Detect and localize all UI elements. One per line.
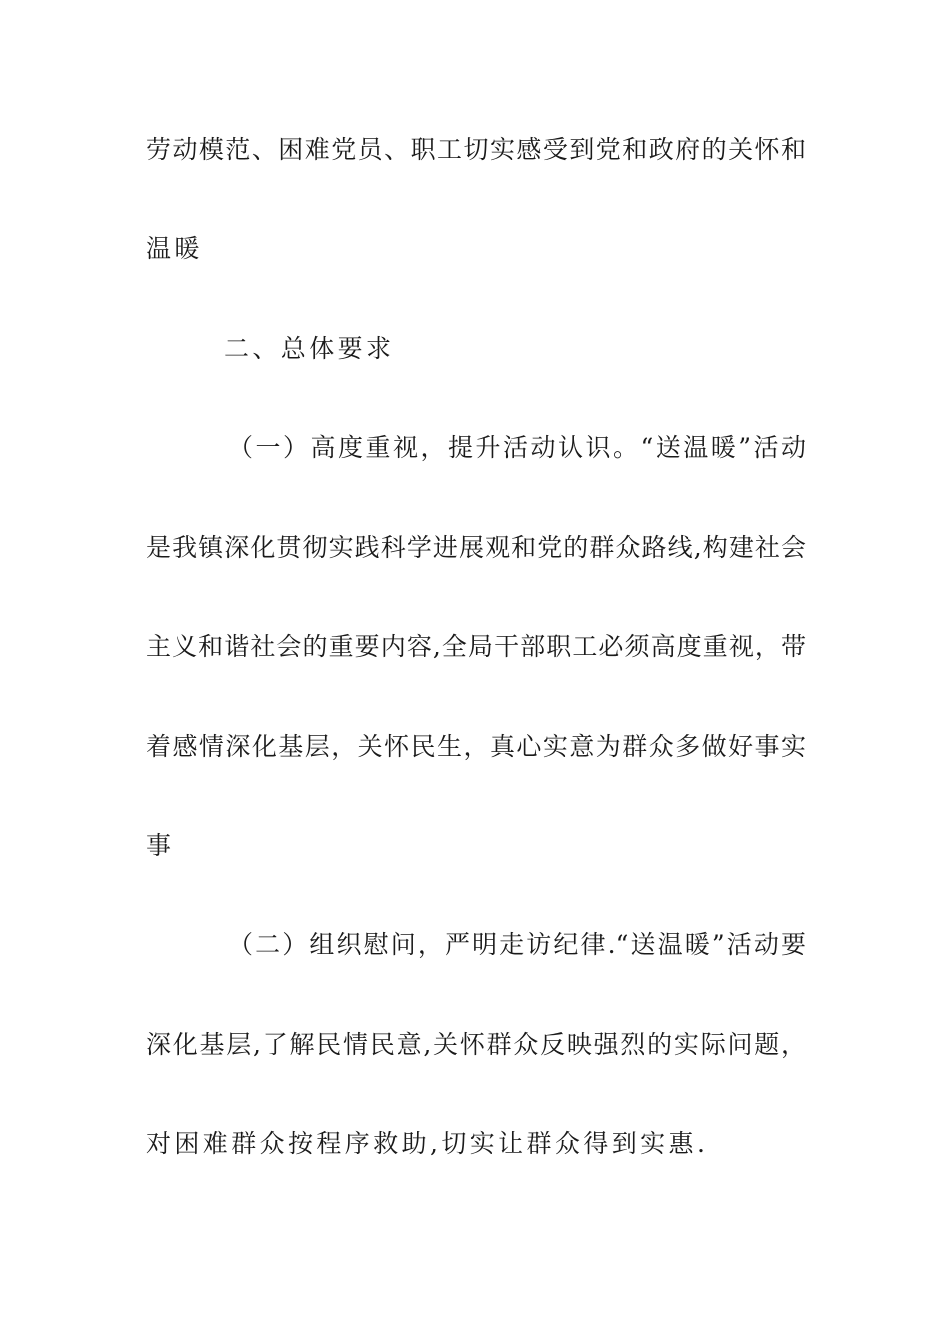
- paragraph-line: 主义和谐社会的重要内容,全局干部职工必须高度重视，带: [146, 632, 806, 661]
- paragraph-line: （一）高度重视，提升活动认识。“送温暖”活动: [228, 433, 806, 462]
- paragraph-line: 温暖: [146, 234, 203, 263]
- section-heading: 二、总体要求: [224, 334, 395, 363]
- paragraph-line: 深化基层,了解民情民意,关怀群众反映强烈的实际问题，: [146, 1030, 806, 1059]
- paragraph-line: 着感情深化基层，关怀民生，真心实意为群众多做好事实: [146, 732, 806, 761]
- paragraph-line: （二）组织慰问，严明走访纪律.“送温暖”活动要: [228, 930, 806, 959]
- paragraph-line: 是我镇深化贯彻实践科学进展观和党的群众路线,构建社会: [146, 533, 806, 562]
- paragraph-line: 事: [146, 831, 175, 860]
- paragraph-line: 劳动模范、困难党员、职工切实感受到党和政府的关怀和: [146, 135, 806, 164]
- paragraph-line: 对困难群众按程序救助,切实让群众得到实惠.: [146, 1129, 709, 1158]
